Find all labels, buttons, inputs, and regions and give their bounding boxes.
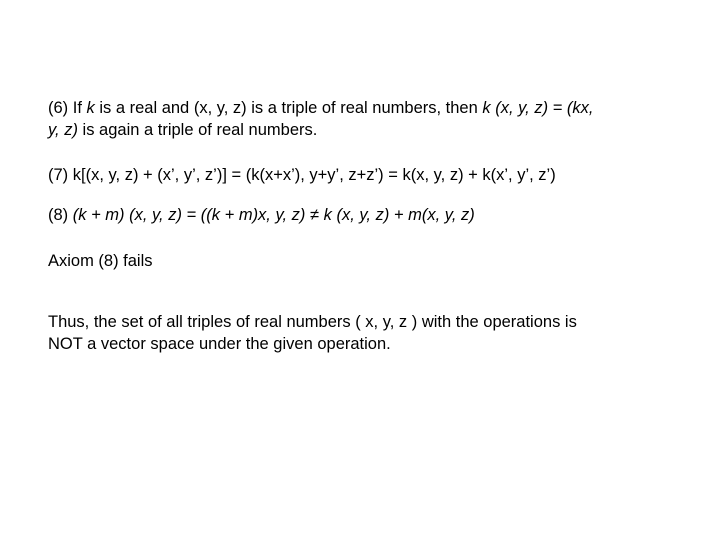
item-6-expression-end: y, z) bbox=[48, 121, 78, 139]
conclusion-line-2: NOT a vector space under the given operation. bbox=[48, 335, 391, 353]
item-6-scalar-k: k bbox=[86, 99, 95, 117]
item-8-prefix: (8) bbox=[48, 206, 73, 224]
item-6-middle: is a real and (x, y, z) is a triple of real numbers, then bbox=[94, 99, 483, 117]
axiom-fails-text: Axiom (8) fails bbox=[48, 252, 153, 270]
item-8-expression: (k + m) (x, y, z) = ((k + m)x, y, z) ≠ k (x, y, z) + m(x, y, z) bbox=[72, 206, 475, 224]
item-6-expression: k (x, y, z) = (kx, bbox=[482, 99, 594, 117]
item-6-suffix: is again a triple of real numbers. bbox=[77, 121, 318, 139]
item-7: (7) k[(x, y, z) + (x’, y’, z’)] = (k(x+x’), y+y’, z+z’) = k(x, y, z) + k(x’, y’, z’) bbox=[48, 166, 556, 184]
item-6-line-1 bbox=[48, 97, 593, 119]
item-8 bbox=[48, 204, 475, 226]
item-6-line-2 bbox=[48, 119, 317, 141]
conclusion-line-1: Thus, the set of all triples of real numbers ( x, y, z ) with the operations is bbox=[48, 313, 577, 331]
item-6-prefix: (6) If bbox=[48, 99, 87, 117]
